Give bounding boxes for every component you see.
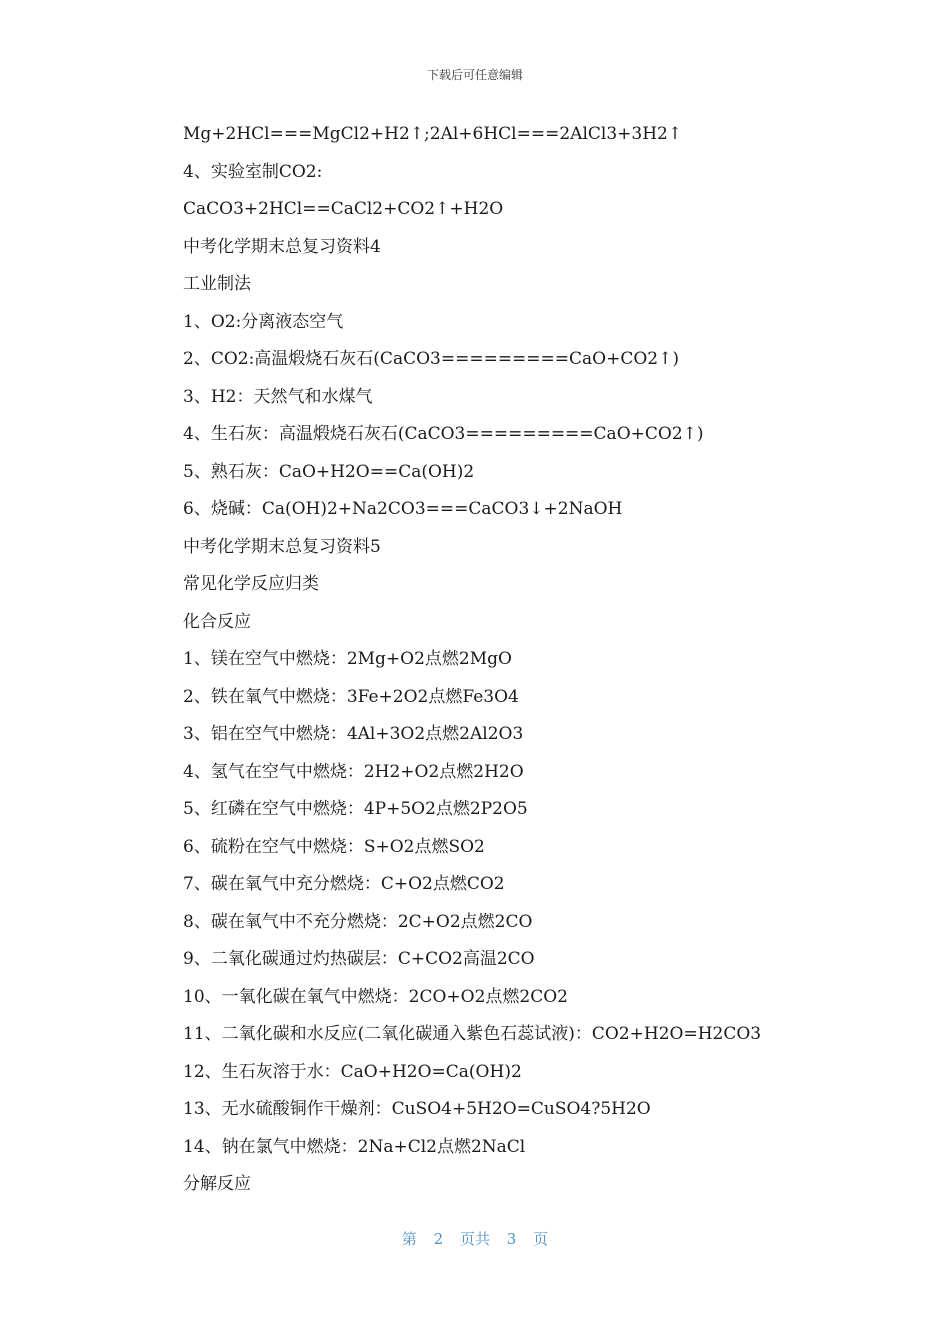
text-line: 8、碳在氧气中不充分燃烧：2C+O2点燃2CO (183, 911, 533, 932)
text-line: 1、O2:分离液态空气 (183, 311, 344, 332)
section-subheading: 工业制法 (183, 274, 251, 294)
document-body (183, 121, 883, 1209)
page-current: 2 (433, 1230, 444, 1248)
page-label-pre: 第 (401, 1230, 417, 1248)
text-line: 10、一氧化碳在氧气中燃烧：2CO+O2点燃2CO2 (183, 986, 568, 1007)
text-line: 3、铝在空气中燃烧：4Al+3O2点燃2Al2O3 (183, 724, 524, 744)
text-line: 11、二氧化碳和水反应(二氧化碳通入紫色石蕊试液)：CO2+H2O=H2CO3 (183, 1024, 762, 1044)
page-total: 3 (506, 1230, 517, 1248)
text-line: 4、实验室制CO2: (183, 161, 323, 182)
text-line: 4、生石灰：高温煅烧石灰石(CaCO3=========CaO+CO2↑) (183, 424, 704, 444)
text-line: 6、硫粉在空气中燃烧：S+O2点燃SO2 (183, 836, 485, 857)
text-line: 14、钠在氯气中燃烧：2Na+Cl2点燃2NaCl (183, 1136, 526, 1157)
text-line: Mg+2HCl===MgCl2+H2↑;2Al+6HCl===2AlCl3+3H2↑ (183, 124, 683, 144)
section-heading: 中考化学期末总复习资料5 (183, 536, 381, 557)
text-line: 1、镁在空气中燃烧：2Mg+O2点燃2MgO (183, 649, 512, 669)
text-line: 12、生石灰溶于水：CaO+H2O=Ca(OH)2 (183, 1061, 522, 1082)
text-line: 2、CO2:高温煅烧石灰石(CaCO3=========CaO+CO2↑) (183, 349, 679, 369)
text-line: 9、二氧化碳通过灼热碳层：C+CO2高温2CO (183, 949, 535, 969)
text-line: CaCO3+2HCl==CaCl2+CO2↑+H2O (183, 199, 504, 219)
page-label-mid: 页共 (459, 1230, 490, 1248)
text-line: 5、熟石灰：CaO+H2O==Ca(OH)2 (183, 461, 475, 482)
section-subheading: 分解反应 (183, 1174, 251, 1194)
text-line: 5、红磷在空气中燃烧：4P+5O2点燃2P2O5 (183, 799, 528, 819)
section-subheading: 化合反应 (183, 611, 251, 632)
text-line: 7、碳在氧气中充分燃烧：C+O2点燃CO2 (183, 874, 505, 894)
section-subheading: 常见化学反应归类 (183, 574, 319, 594)
section-heading: 中考化学期末总复习资料4 (183, 236, 381, 257)
text-line: 4、氢气在空气中燃烧：2H2+O2点燃2H2O (183, 761, 524, 782)
text-line: 2、铁在氧气中燃烧：3Fe+2O2点燃Fe3O4 (183, 686, 519, 707)
page-label-post: 页 (533, 1230, 549, 1248)
page-footer (0, 1228, 950, 1249)
text-line: 13、无水硫酸铜作干燥剂：CuSO4+5H2O=CuSO4?5H2O (183, 1099, 651, 1119)
text-line: 6、烧碱：Ca(OH)2+Na2CO3===CaCO3↓+2NaOH (183, 499, 623, 519)
text-line: 3、H2：天然气和水煤气 (183, 386, 373, 407)
page-header: 下载后可任意编辑 (426, 68, 523, 82)
